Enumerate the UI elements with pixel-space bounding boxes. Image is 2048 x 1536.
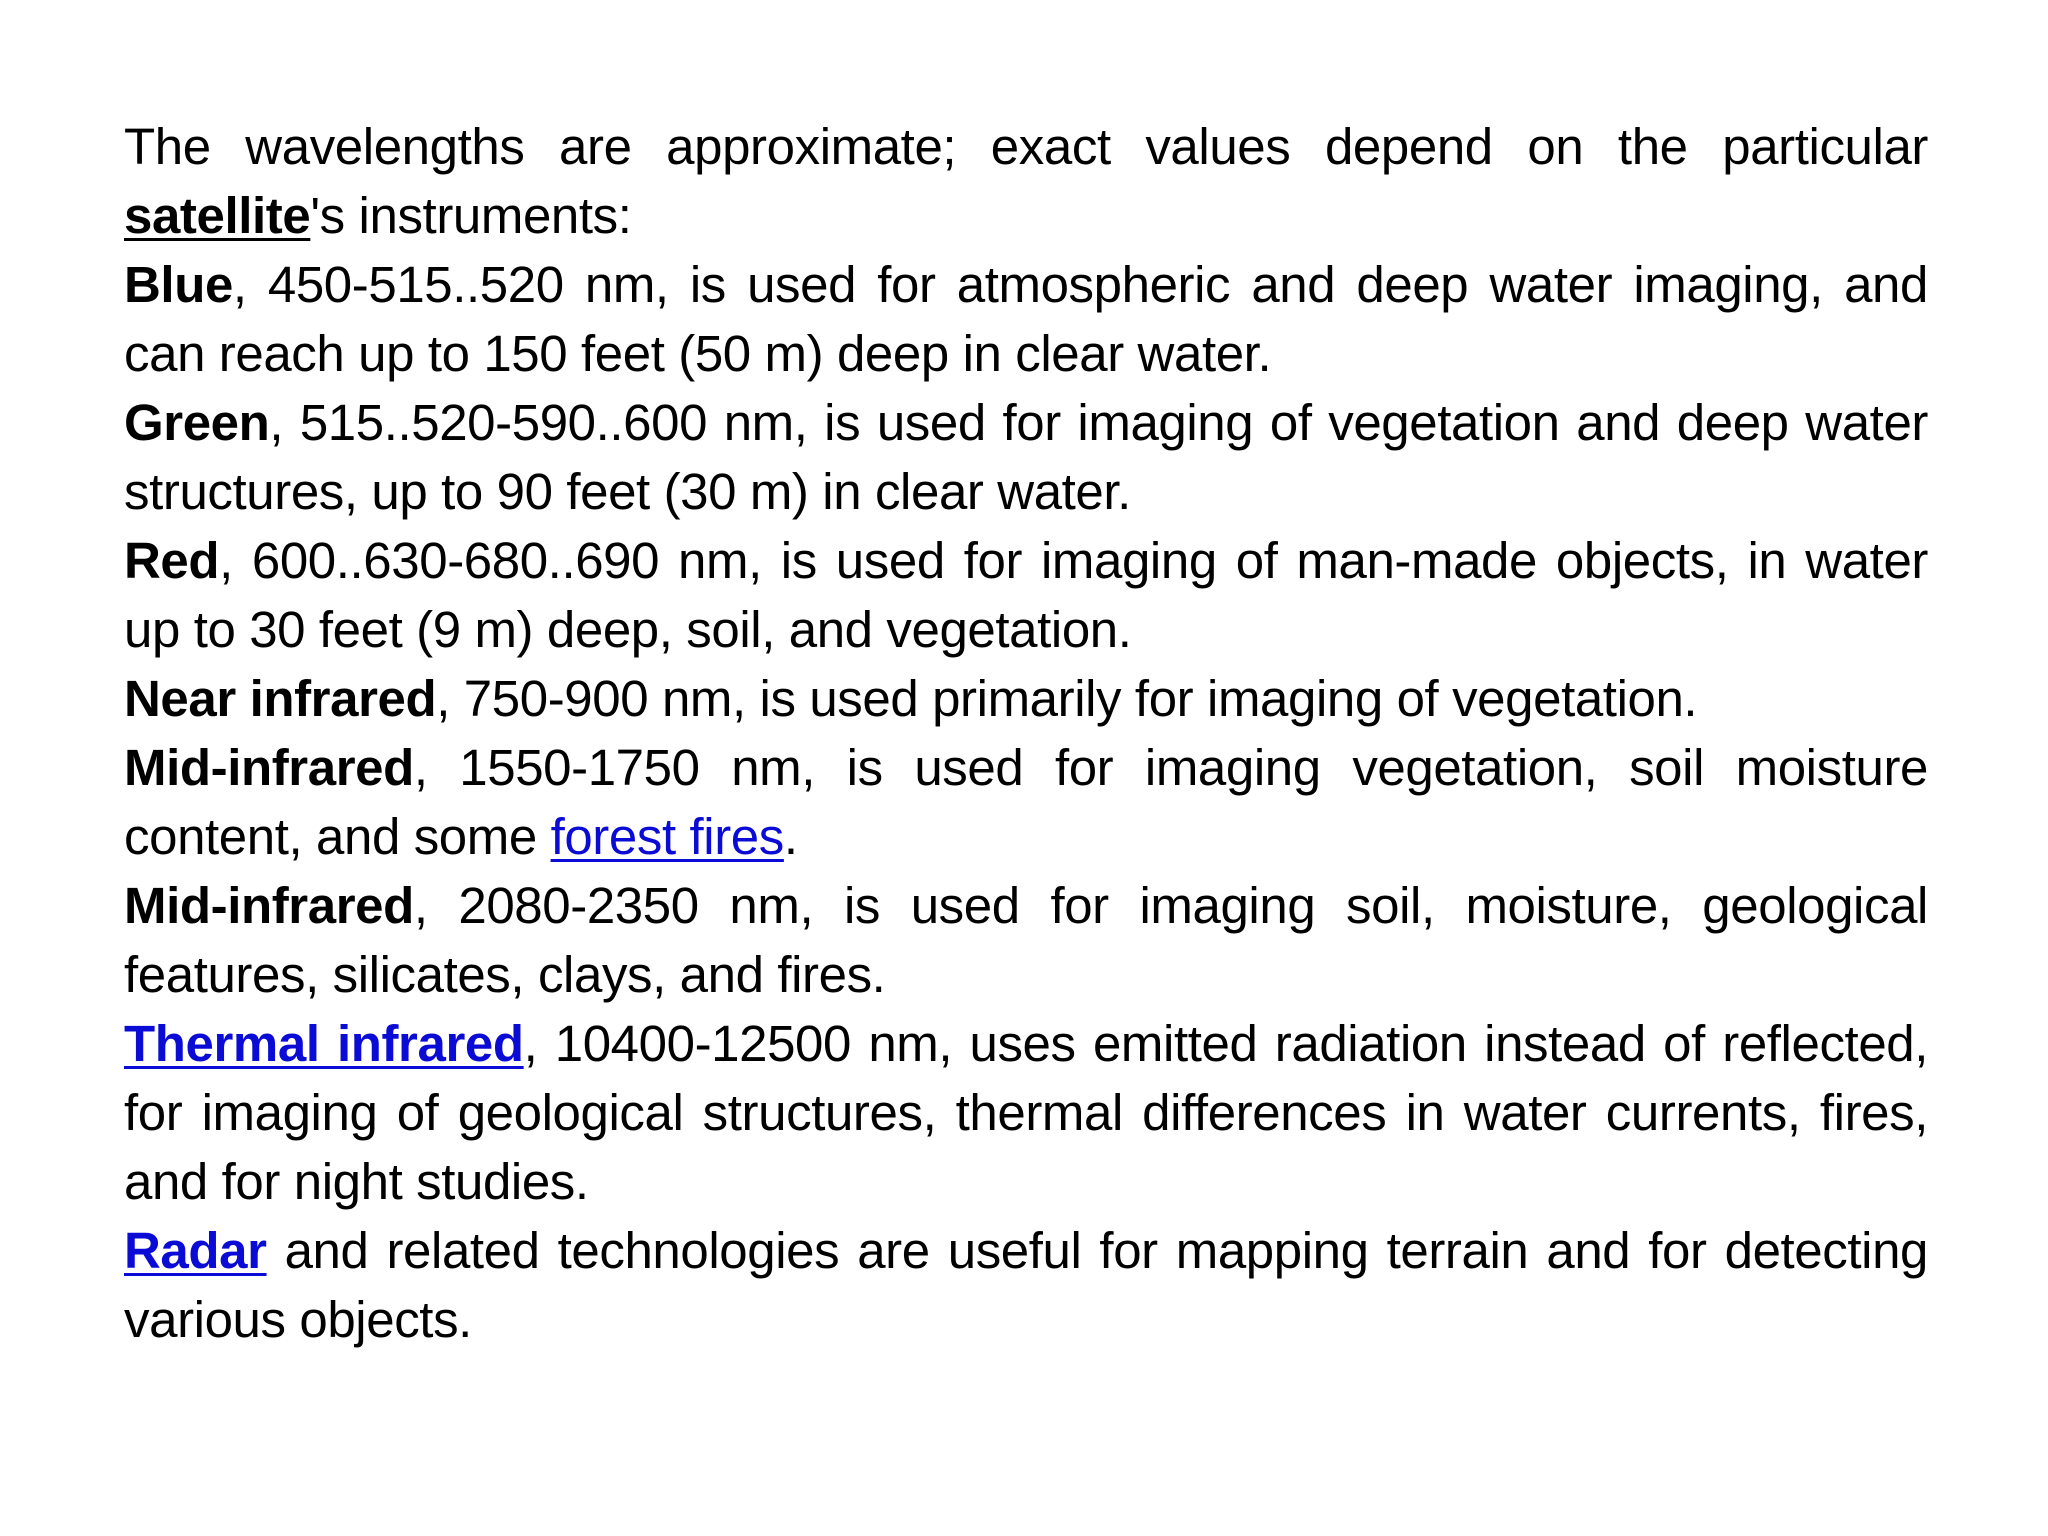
band-near-infrared <box>124 664 1928 733</box>
band-desc-mid-infrared-1: , 1550-1750 nm, is used for imaging vegetation, soil moisture content, and some <box>124 739 1928 865</box>
intro-text-after: 's instruments: <box>310 187 632 244</box>
band-term-mid-infrared-1: Mid-infrared <box>124 739 414 796</box>
band-desc-blue: , 450-515..520 nm, is used for atmospheric and deep water imaging, and can reach up to 150 feet (50 m) deep in clear water. <box>124 256 1928 382</box>
forest-fires-link[interactable]: forest fires <box>550 808 784 865</box>
band-term-green: Green <box>124 394 270 451</box>
thermal-infrared-link[interactable]: Thermal infrared <box>124 1015 524 1072</box>
intro-paragraph <box>124 112 1928 250</box>
band-desc-radar: and related technologies are useful for mapping terrain and for detecting various objects. <box>124 1222 1928 1348</box>
satellite-term: satellite <box>124 187 311 244</box>
band-mid-infrared-1 <box>124 733 1928 871</box>
band-thermal-infrared <box>124 1009 1928 1216</box>
band-desc-red: , 600..630-680..690 nm, is used for imaging of man-made objects, in water up to 30 feet (9 m) deep, soil, and vegetation. <box>124 532 1928 658</box>
band-desc-green: , 515..520-590..600 nm, is used for imaging of vegetation and deep water structures, up to 90 feet (30 m) in clear water. <box>124 394 1928 520</box>
band-blue <box>124 250 1928 388</box>
intro-text-before: The wavelengths are approximate; exact values depend on the particular <box>124 118 1928 175</box>
band-term-blue: Blue <box>124 256 233 313</box>
band-desc-mid-infrared-2: , 2080-2350 nm, is used for imaging soil, moisture, geological features, silicates, clays, and fires. <box>124 877 1928 1003</box>
band-green <box>124 388 1928 526</box>
radar-link[interactable]: Radar <box>124 1222 267 1279</box>
band-mid-infrared-2 <box>124 871 1928 1009</box>
band-desc-thermal-infrared: , 10400-12500 nm, uses emitted radiation instead of reflected, for imaging of geological structures, thermal differences in water currents, fires, and for night studies. <box>124 1015 1929 1210</box>
band-term-mid-infrared-2: Mid-infrared <box>124 877 414 934</box>
band-desc-near-infrared: , 750-900 nm, is used primarily for imaging of vegetation. <box>436 670 1698 727</box>
band-red <box>124 526 1928 664</box>
band-desc-mid-infrared-1-end: . <box>783 808 798 865</box>
band-term-red: Red <box>124 532 220 589</box>
band-radar <box>124 1216 1928 1354</box>
band-term-near-infrared: Near infrared <box>124 670 437 727</box>
slide-body <box>124 112 1928 1354</box>
